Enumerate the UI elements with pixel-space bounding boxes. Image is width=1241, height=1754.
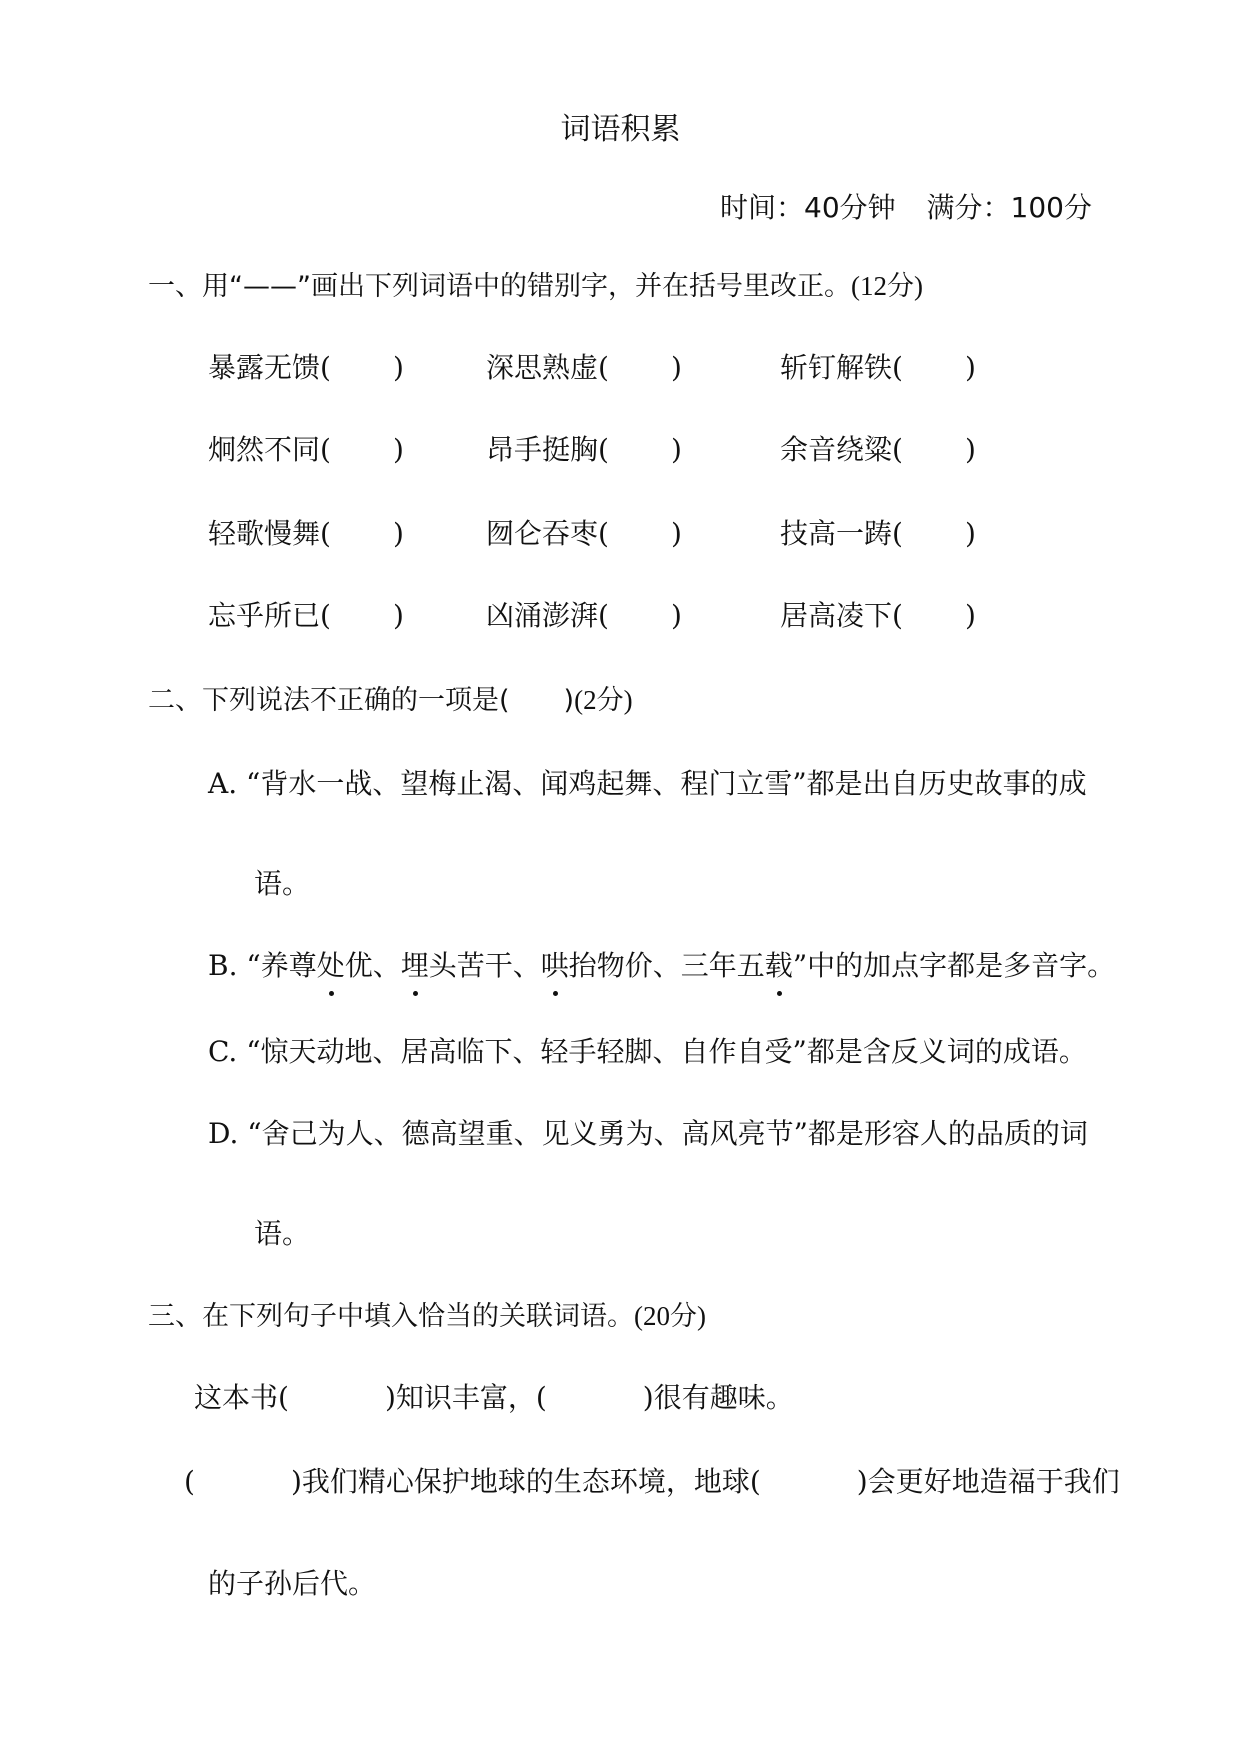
word-item: 炯然不同( ) [208, 433, 404, 466]
dotted-char: 哄 [541, 944, 569, 984]
sentence-2-cont: 的子孙后代。 [208, 1567, 377, 1600]
section-2-heading: 二、下列说法不正确的一项是( )(2分) [148, 685, 633, 716]
time-limit: 时间：40分钟 [720, 191, 896, 224]
word-item: 凶涌澎湃( ) [486, 599, 682, 632]
word-item: 暴露无馈( ) [208, 351, 404, 384]
option-d[interactable]: D. “舍己为人、德高望重、见义勇为、高风亮节”都是形容人的品质的词 [208, 1117, 1088, 1150]
word-item: 斩钉解铁( ) [780, 351, 976, 384]
exam-meta [720, 186, 1114, 226]
option-d-cont: 语。 [254, 1217, 311, 1250]
word-item: 轻歌慢舞( ) [208, 517, 404, 550]
option-a-cont: 语。 [254, 867, 311, 900]
full-score: 满分：100分 [926, 191, 1092, 224]
section-1-points: (12分) [850, 271, 923, 301]
word-item: 忘乎所已( ) [208, 599, 404, 632]
sentence-2: ( )我们精心保护地球的生态环境，地球( )会更好地造福于我们 [184, 1465, 1120, 1498]
option-a[interactable]: A. “背水一战、望梅止渴、闻鸡起舞、程门立雪”都是出自历史故事的成 [208, 767, 1087, 800]
word-item: 囫仑吞枣( ) [486, 517, 682, 550]
sentence-1: 这本书( )知识丰富，( )很有趣味。 [194, 1381, 794, 1414]
option-b[interactable]: B. “养尊处优、埋头苦干、哄抬物价、三年五载”中的加点字都是多音字。 [208, 944, 1115, 984]
section-2-points: (2分) [574, 685, 633, 715]
word-item: 深思熟虚( ) [486, 351, 682, 384]
page-title: 词语积累 [560, 112, 681, 147]
dotted-char: 处 [317, 944, 345, 984]
word-item: 余音绕粱( ) [780, 433, 976, 466]
section-3-heading: 三、在下列句子中填入恰当的关联词语。(20分) [148, 1301, 706, 1332]
section-1-heading: 一、用“——”画出下列词语中的错别字，并在括号里改正。(12分) [148, 271, 923, 302]
option-c[interactable]: C. “惊天动地、居高临下、轻手轻脚、自作自受”都是含反义词的成语。 [208, 1035, 1087, 1068]
word-item: 居高凌下( ) [780, 599, 976, 632]
section-3-points: (20分) [634, 1301, 706, 1331]
dotted-char: 埋 [401, 944, 429, 984]
dotted-char: 载 [765, 944, 793, 984]
word-item: 技高一踌( ) [780, 517, 976, 550]
word-item: 昂手挺胸( ) [486, 433, 682, 466]
